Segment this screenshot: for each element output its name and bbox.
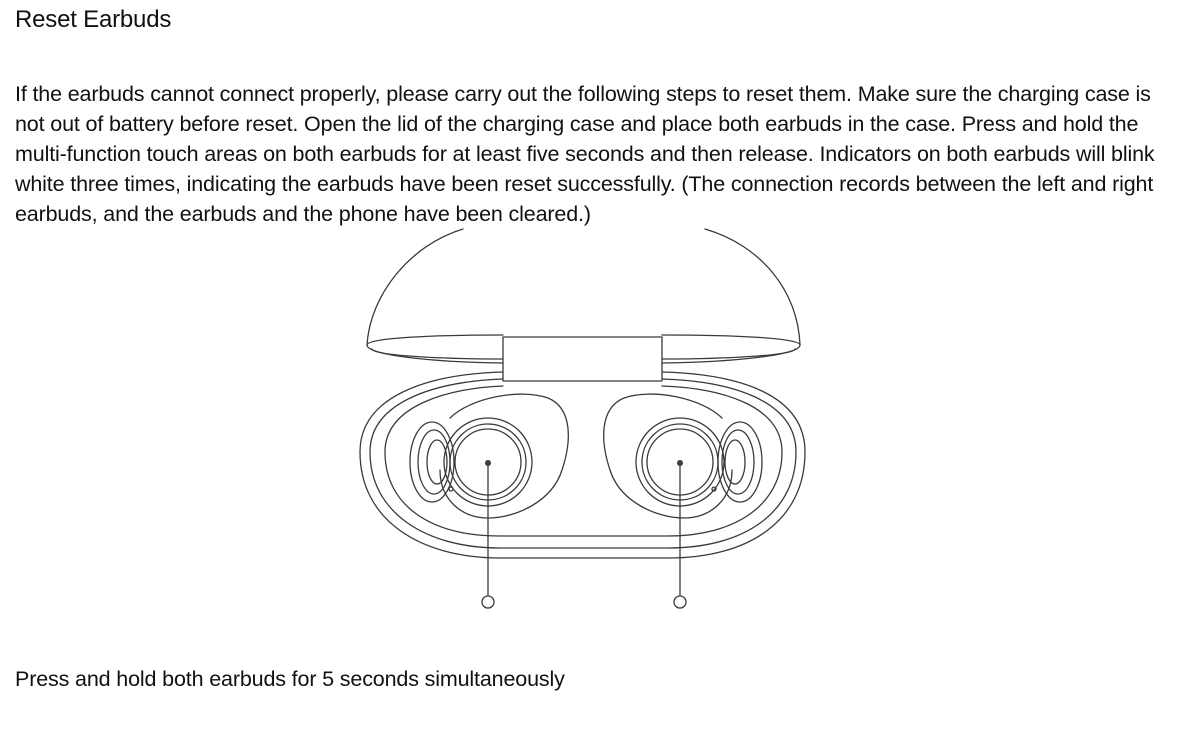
- left-earbud: [410, 394, 568, 518]
- earbuds-case-illustration: [355, 222, 815, 622]
- page-title: Reset Earbuds: [15, 6, 172, 33]
- illustration-caption: Press and hold both earbuds for 5 seconds simultaneously: [15, 667, 565, 691]
- case-lid: [367, 229, 800, 381]
- left-touch-point-dot: [485, 460, 491, 466]
- right-earbud: [604, 394, 762, 518]
- right-touch-point-dot: [677, 460, 683, 466]
- reset-instructions: If the earbuds cannot connect properly, please carry out the following steps to reset them. Make sure the charging case is not out of battery before reset. Open the lid of the charging case and place both earbuds in the case. Press and hold the multi-function touch areas on both earbuds for at least five seconds and then release. Indicators on both earbuds will blink white three times, indicating the earbuds have been reset successfully. (The connection records between the left and right earbuds, and the earbuds and the phone have been cleared.): [15, 82, 1155, 226]
